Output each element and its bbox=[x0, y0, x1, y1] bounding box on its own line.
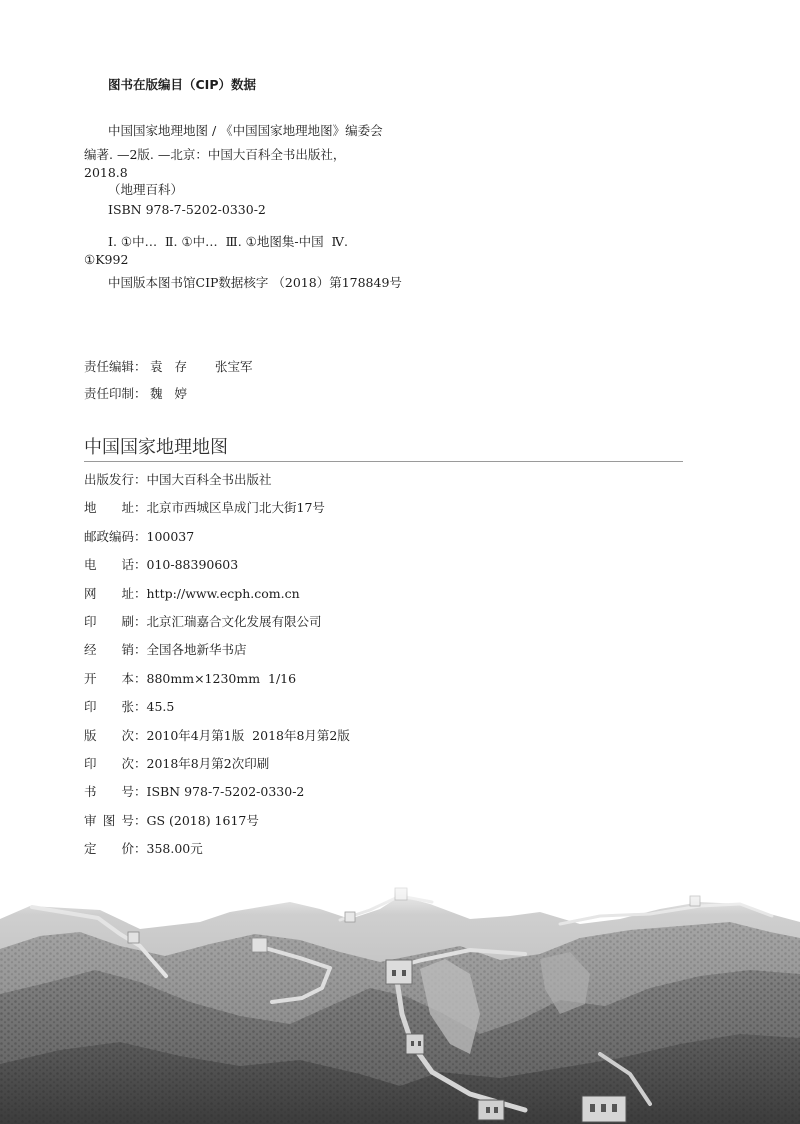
watchtower bbox=[406, 1034, 424, 1054]
info-row-publisher bbox=[84, 466, 684, 494]
info-separator: ： bbox=[134, 613, 147, 629]
info-label: 书号 bbox=[84, 784, 134, 800]
info-value: 010-88390603 bbox=[146, 557, 239, 573]
cip-entry-line-1: 中国国家地理地图 / 《中国国家地理地图》编委会 bbox=[108, 123, 383, 138]
publication-info-list bbox=[84, 466, 684, 863]
info-row-postcode bbox=[84, 523, 684, 551]
great-wall-illustration bbox=[0, 874, 800, 1124]
info-value: 2010年4月第1版 2018年8月第2版 bbox=[146, 727, 350, 743]
info-separator: ： bbox=[134, 500, 147, 516]
responsible-editor-label: 责任编辑： bbox=[84, 359, 147, 374]
info-separator: ： bbox=[134, 727, 147, 743]
info-separator: ： bbox=[134, 755, 147, 771]
info-row-format bbox=[84, 665, 684, 693]
info-separator: ： bbox=[134, 642, 147, 658]
info-separator: ： bbox=[134, 784, 147, 800]
cip-subjects-line-1: Ⅰ. ①中… Ⅱ. ①中… Ⅲ. ①地图集-中国 Ⅳ. bbox=[108, 234, 348, 249]
info-value: GS (2018) 1617号 bbox=[146, 812, 259, 828]
cip-entry-line-3: 2018.8 bbox=[84, 165, 128, 180]
info-label: 邮政编码 bbox=[84, 528, 135, 544]
responsible-editor-name: 袁存 bbox=[150, 359, 187, 374]
info-label: 电话 bbox=[84, 557, 134, 573]
info-label: 经销 bbox=[84, 642, 134, 658]
info-value: 880mm×1230mm 1/16 bbox=[146, 670, 297, 686]
info-value: 北京市西城区阜成门北大街17号 bbox=[146, 500, 325, 516]
info-label: 版次 bbox=[84, 727, 134, 743]
info-row-isbn bbox=[84, 778, 684, 806]
info-separator: ： bbox=[134, 812, 147, 828]
responsible-editor-row bbox=[84, 359, 253, 375]
info-value: 2018年8月第2次印刷 bbox=[146, 755, 270, 771]
info-row-phone bbox=[84, 551, 684, 579]
info-value: 45.5 bbox=[146, 699, 175, 715]
info-label: 审图号 bbox=[84, 812, 134, 828]
responsible-editor-name: 张宝军 bbox=[215, 359, 253, 374]
info-value: 中国大百科全书出版社 bbox=[146, 472, 272, 487]
info-row-map-review-number bbox=[84, 807, 684, 835]
info-label: 开本 bbox=[84, 670, 134, 686]
info-label: 网址 bbox=[84, 585, 134, 601]
info-label: 印刷 bbox=[84, 613, 134, 629]
cip-isbn: ISBN 978-7-5202-0330-2 bbox=[108, 202, 266, 217]
info-row-printer bbox=[84, 608, 684, 636]
info-label: 地址 bbox=[84, 500, 134, 516]
info-value: 358.00元 bbox=[146, 841, 203, 857]
info-row-distributor bbox=[84, 636, 684, 664]
responsible-printing-name: 魏婷 bbox=[150, 386, 187, 401]
info-separator: ： bbox=[134, 841, 147, 857]
cip-series: （地理百科） bbox=[108, 182, 184, 197]
cip-record-number: 中国版本图书馆CIP数据核字 （2018）第178849号 bbox=[108, 275, 402, 290]
title-divider bbox=[84, 461, 683, 462]
info-value: ISBN 978-7-5202-0330-2 bbox=[146, 784, 305, 800]
info-label: 印张 bbox=[84, 699, 134, 715]
info-separator: ： bbox=[134, 585, 147, 601]
info-value: 全国各地新华书店 bbox=[146, 642, 247, 658]
responsible-printing-row bbox=[84, 386, 187, 402]
info-value: 北京汇瑞嘉合文化发展有限公司 bbox=[146, 613, 322, 629]
info-label: 出版发行 bbox=[84, 472, 135, 487]
info-row-edition bbox=[84, 722, 684, 750]
watchtower bbox=[386, 960, 412, 984]
watchtower bbox=[478, 1100, 504, 1120]
info-row-website bbox=[84, 580, 684, 608]
info-row-sheets bbox=[84, 693, 684, 721]
info-separator: ： bbox=[134, 557, 147, 573]
info-label: 定价 bbox=[84, 841, 134, 857]
info-row-price bbox=[84, 835, 684, 863]
info-separator: ： bbox=[134, 670, 147, 686]
info-separator: ： bbox=[134, 699, 147, 715]
cip-entry-line-2: 编著. —2版. —北京：中国大百科全书出版社， bbox=[84, 147, 346, 162]
info-row-address bbox=[84, 494, 684, 522]
responsible-printing-label: 责任印制： bbox=[84, 386, 147, 401]
info-row-printing bbox=[84, 750, 684, 778]
cip-heading: 图书在版编目（CIP）数据 bbox=[108, 77, 256, 92]
book-title: 中国国家地理地图 bbox=[84, 437, 228, 458]
info-separator: ： bbox=[134, 472, 147, 487]
info-value-website: http://www.ecph.com.cn bbox=[146, 585, 300, 601]
watchtower bbox=[128, 932, 139, 943]
info-value: 100037 bbox=[146, 528, 195, 544]
sky-fade bbox=[0, 874, 800, 914]
info-separator: ： bbox=[134, 528, 147, 544]
cip-subjects-line-2: ①K992 bbox=[84, 252, 129, 267]
watchtower bbox=[252, 938, 267, 952]
info-label: 印次 bbox=[84, 755, 134, 771]
